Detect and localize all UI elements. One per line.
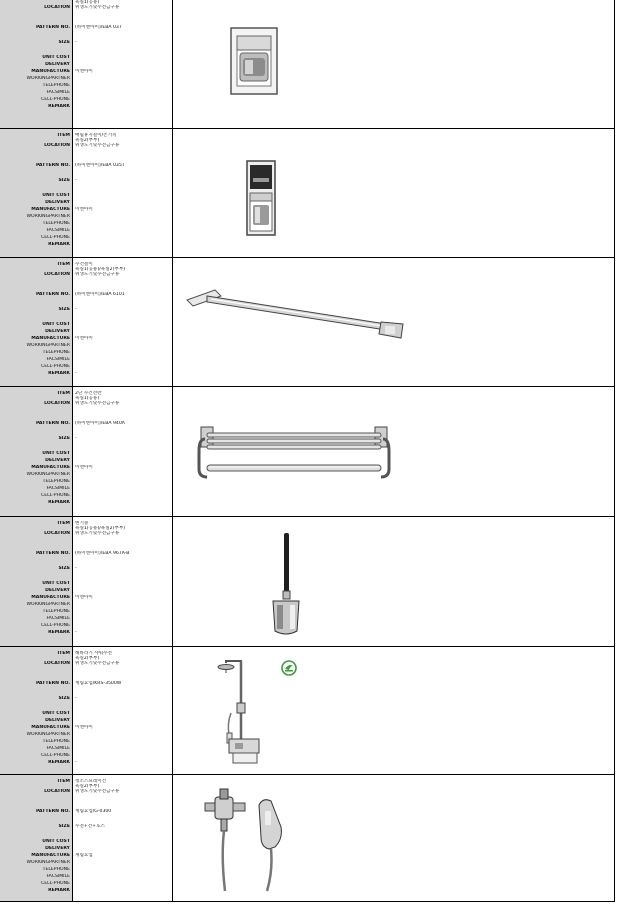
label-manufacture: MANUFACTURE xyxy=(31,853,70,858)
value-remark: - xyxy=(75,760,77,765)
label-pattern-no: PATTERN NO. xyxy=(35,551,70,556)
label-item: ITEM xyxy=(57,262,70,267)
label-unit-cost: UNIT COST xyxy=(42,711,70,716)
value-location-1: 욕실2(부부) xyxy=(75,784,100,789)
label-cell-phone: CELL-PHONE xyxy=(41,97,70,102)
value-item: 매립휴지걸이/존거치 xyxy=(75,133,117,138)
value-manufacture: 이엔아이 xyxy=(75,595,93,600)
value-pattern-no: (하이엔아이)/EBA 967A-B xyxy=(75,551,130,556)
label-telephone: TELEPHONE xyxy=(42,221,70,226)
label-item: ITEM xyxy=(57,391,70,396)
label-telephone: TELEPHONE xyxy=(42,609,70,614)
label-item: ITEM xyxy=(57,651,70,656)
product-record xyxy=(0,257,615,386)
label-remark: REMARK xyxy=(48,888,70,893)
value-manufacture: 이엔아이 xyxy=(75,725,93,730)
label-pattern-no: PATTERN NO. xyxy=(35,681,70,686)
value-manufacture: 이엔아이 xyxy=(75,69,93,74)
label-location: LOCATION xyxy=(44,272,70,277)
label-delivery: DELIVERY xyxy=(45,329,70,334)
label-size: SIZE xyxy=(58,696,70,701)
product-record xyxy=(0,646,615,774)
toilet-brush-icon xyxy=(269,531,303,637)
value-item: 해바라기 샤워수전 xyxy=(75,651,112,656)
label-size: SIZE xyxy=(58,178,70,183)
field-labels xyxy=(0,647,73,774)
value-pattern-no: (하이엔아이)/EBA 035T xyxy=(75,163,125,168)
label-size: SIZE xyxy=(58,824,70,829)
label-facsimile: FACSIMILE xyxy=(46,616,70,621)
value-location-1: 욕실1(공용) xyxy=(75,396,100,401)
value-location-2: 위생도기및수전금구류 xyxy=(75,661,120,666)
label-size: SIZE xyxy=(58,566,70,571)
product-record xyxy=(0,516,615,646)
value-pattern-no: (하이엔아이)/EBA 6101 xyxy=(75,292,125,297)
field-labels xyxy=(0,0,73,128)
label-cell-phone: CELL-PHONE xyxy=(41,753,70,758)
value-remark xyxy=(75,242,170,248)
value-size: - xyxy=(75,307,77,312)
label-facsimile: FACSIMILE xyxy=(46,228,70,233)
value-remark xyxy=(75,500,170,506)
label-unit-cost: UNIT COST xyxy=(42,322,70,327)
label-telephone: TELEPHONE xyxy=(42,739,70,744)
value-item: 2단 수건선반 xyxy=(75,391,102,396)
label-remark: REMARK xyxy=(48,104,70,109)
label-manufacture: MANUFACTURE xyxy=(31,336,70,341)
product-record xyxy=(0,0,615,128)
label-delivery: DELIVERY xyxy=(45,846,70,851)
value-item: 수건걸이 xyxy=(75,262,93,267)
field-values xyxy=(73,775,173,901)
value-pattern-no: (하이엔아이)/EBA 037 xyxy=(75,25,122,30)
label-location: LOCATION xyxy=(44,789,70,794)
value-location-2: 위생도기및수전금구류 xyxy=(75,5,120,10)
field-values xyxy=(73,387,173,516)
label-working-partner: WORKINGPARTNER xyxy=(26,76,70,81)
value-manufacture: 이엔아이 xyxy=(75,207,93,212)
value-location-2: 위생도기및수전금구류 xyxy=(75,789,120,794)
value-location-2: 위생도기및수전금구류 xyxy=(75,401,120,406)
value-remark xyxy=(75,888,170,894)
value-size: - xyxy=(75,436,77,441)
value-location-1: 욕실1(공용)/욕실2(부부) xyxy=(75,267,126,272)
field-values xyxy=(73,129,173,257)
value-location-1: 욕실2(부부) xyxy=(75,656,100,661)
label-location: LOCATION xyxy=(44,5,70,10)
label-unit-cost: UNIT COST xyxy=(42,839,70,844)
rain-shower-column-icon xyxy=(217,657,281,769)
field-values xyxy=(73,517,173,646)
label-unit-cost: UNIT COST xyxy=(42,451,70,456)
label-manufacture: MANUFACTURE xyxy=(31,725,70,730)
value-pattern-no: 계림요업/G-0300 xyxy=(75,809,112,814)
cleaning-spray-gun-icon xyxy=(203,787,299,895)
product-image-cell xyxy=(173,0,615,128)
value-remark xyxy=(75,104,170,110)
label-delivery: DELIVERY xyxy=(45,62,70,67)
label-delivery: DELIVERY xyxy=(45,588,70,593)
label-item: ITEM xyxy=(57,521,70,526)
value-remark: - xyxy=(75,371,77,376)
product-record xyxy=(0,128,615,257)
label-unit-cost: UNIT COST xyxy=(42,193,70,198)
label-manufacture: MANUFACTURE xyxy=(31,595,70,600)
product-image-cell xyxy=(173,647,615,774)
product-image-cell xyxy=(173,129,615,257)
label-cell-phone: CELL-PHONE xyxy=(41,235,70,240)
label-manufacture: MANUFACTURE xyxy=(31,69,70,74)
label-cell-phone: CELL-PHONE xyxy=(41,881,70,886)
value-location-2: 위생도기및수전금구류 xyxy=(75,531,120,536)
value-pattern-no: 계림요업/KRS-3500W xyxy=(75,681,122,686)
label-cell-phone: CELL-PHONE xyxy=(41,493,70,498)
product-record xyxy=(0,774,615,902)
label-working-partner: WORKINGPARTNER xyxy=(26,602,70,607)
label-cell-phone: CELL-PHONE xyxy=(41,364,70,369)
label-telephone: TELEPHONE xyxy=(42,479,70,484)
label-item: ITEM xyxy=(57,779,70,784)
value-location-1: 욕실1(공용) xyxy=(75,0,100,5)
label-facsimile: FACSIMILE xyxy=(46,90,70,95)
value-location-2: 위생도기및수전금구류 xyxy=(75,143,120,148)
value-size: - xyxy=(75,40,77,45)
label-item xyxy=(0,0,70,1)
label-manufacture: MANUFACTURE xyxy=(31,465,70,470)
label-facsimile: FACSIMILE xyxy=(46,357,70,362)
label-remark: REMARK xyxy=(48,760,70,765)
recessed-paper-holder-with-shelf-icon xyxy=(246,160,276,236)
label-telephone: TELEPHONE xyxy=(42,83,70,88)
field-labels xyxy=(0,258,73,386)
label-facsimile: FACSIMILE xyxy=(46,486,70,491)
label-size: SIZE xyxy=(58,436,70,441)
label-cell-phone: CELL-PHONE xyxy=(41,623,70,628)
label-delivery: DELIVERY xyxy=(45,718,70,723)
two-tier-towel-shelf-icon xyxy=(197,425,391,487)
eco-certification-badge-icon xyxy=(281,660,297,676)
label-working-partner: WORKINGPARTNER xyxy=(26,860,70,865)
value-size: - xyxy=(75,566,77,571)
value-location-1: 욕실1(공용)/욕실2(부부) xyxy=(75,526,126,531)
label-unit-cost: UNIT COST xyxy=(42,581,70,586)
label-working-partner: WORKINGPARTNER xyxy=(26,214,70,219)
product-image-cell xyxy=(173,258,615,386)
label-facsimile: FACSIMILE xyxy=(46,746,70,751)
recessed-toilet-paper-holder-icon xyxy=(230,27,278,95)
field-labels xyxy=(0,129,73,257)
product-image-cell xyxy=(173,775,615,901)
label-manufacture: MANUFACTURE xyxy=(31,207,70,212)
value-manufacture: 이엔아이 xyxy=(75,336,93,341)
label-remark: REMARK xyxy=(48,242,70,247)
label-working-partner: WORKINGPARTNER xyxy=(26,472,70,477)
value-size: - xyxy=(75,178,77,183)
field-labels xyxy=(0,387,73,516)
label-telephone: TELEPHONE xyxy=(42,350,70,355)
product-record xyxy=(0,386,615,516)
value-size: 수전+건+호스 xyxy=(75,824,105,829)
label-size: SIZE xyxy=(58,307,70,312)
label-remark: REMARK xyxy=(48,371,70,376)
label-location: LOCATION xyxy=(44,661,70,666)
label-delivery: DELIVERY xyxy=(45,458,70,463)
label-working-partner: WORKINGPARTNER xyxy=(26,343,70,348)
value-pattern-no: (하이엔아이)/EBA 940A xyxy=(75,421,125,426)
label-working-partner: WORKINGPARTNER xyxy=(26,732,70,737)
label-pattern-no: PATTERN NO. xyxy=(35,809,70,814)
value-size: - xyxy=(75,696,77,701)
label-item: ITEM xyxy=(57,133,70,138)
field-values xyxy=(73,647,173,774)
value-manufacture: 계림요업 xyxy=(75,853,93,858)
field-values xyxy=(73,258,173,386)
value-manufacture: 이엔아이 xyxy=(75,465,93,470)
product-image-cell xyxy=(173,517,615,646)
label-pattern-no: PATTERN NO. xyxy=(35,25,70,30)
label-facsimile: FACSIMILE xyxy=(46,874,70,879)
label-location: LOCATION xyxy=(44,401,70,406)
value-remark: - xyxy=(75,630,77,635)
field-labels xyxy=(0,775,73,901)
label-remark: REMARK xyxy=(48,630,70,635)
label-remark: REMARK xyxy=(48,500,70,505)
value-item: 청소스프레이건 xyxy=(75,779,107,784)
label-location: LOCATION xyxy=(44,531,70,536)
label-pattern-no: PATTERN NO. xyxy=(35,421,70,426)
towel-bar-icon xyxy=(185,286,405,348)
field-values xyxy=(73,0,173,128)
label-location: LOCATION xyxy=(44,143,70,148)
value-location-2: 위생도기및수전금구류 xyxy=(75,272,120,277)
label-unit-cost: UNIT COST xyxy=(42,55,70,60)
label-telephone: TELEPHONE xyxy=(42,867,70,872)
label-size: SIZE xyxy=(58,40,70,45)
value-location-1: 욕실2(부부) xyxy=(75,138,100,143)
value-item: 변기솔 xyxy=(75,521,89,526)
label-delivery: DELIVERY xyxy=(45,200,70,205)
field-labels xyxy=(0,517,73,646)
product-image-cell xyxy=(173,387,615,516)
label-pattern-no: PATTERN NO. xyxy=(35,163,70,168)
label-pattern-no: PATTERN NO. xyxy=(35,292,70,297)
